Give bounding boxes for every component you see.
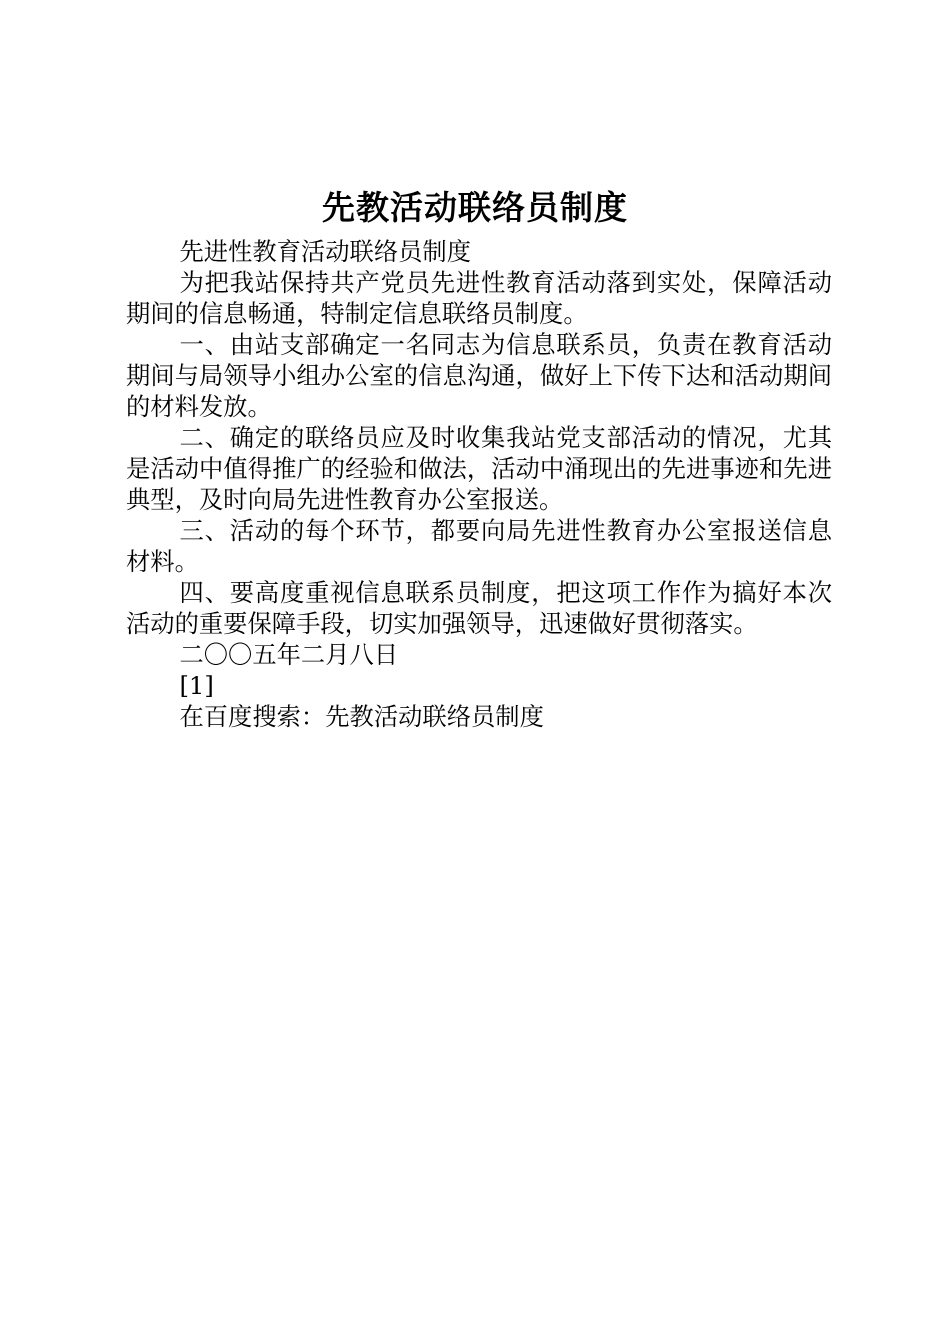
rule-four-paragraph: 四、要高度重视信息联系员制度，把这项工作作为搞好本次活动的重要保障手段，切实加强领导，迅速做好贯彻落实。 [126,578,832,638]
subtitle-paragraph: 先进性教育活动联络员制度 [179,237,472,266]
rule-three-paragraph: 三、活动的每个环节，都要向局先进性教育办公室报送信息材料。 [126,516,832,576]
intro-paragraph: 为把我站保持共产党员先进性教育活动落到实处，保障活动期间的信息畅通，特制定信息联络员制度。 [126,268,832,328]
page-reference: [1] [179,671,214,700]
document-title: 先教活动联络员制度 [322,188,628,227]
document-body [126,236,832,732]
search-note: 在百度搜索：先教活动联络员制度 [179,702,544,731]
date-line: 二〇〇五年二月八日 [179,640,399,669]
rule-two-paragraph: 二、确定的联络员应及时收集我站党支部活动的情况，尤其是活动中值得推广的经验和做法，活动中涌现出的先进事迹和先进典型，及时向局先进性教育办公室报送。 [126,423,832,514]
rule-one-paragraph: 一、由站支部确定一名同志为信息联系员，负责在教育活动期间与局领导小组办公室的信息沟通，做好上下传下达和活动期间的材料发放。 [126,330,832,421]
